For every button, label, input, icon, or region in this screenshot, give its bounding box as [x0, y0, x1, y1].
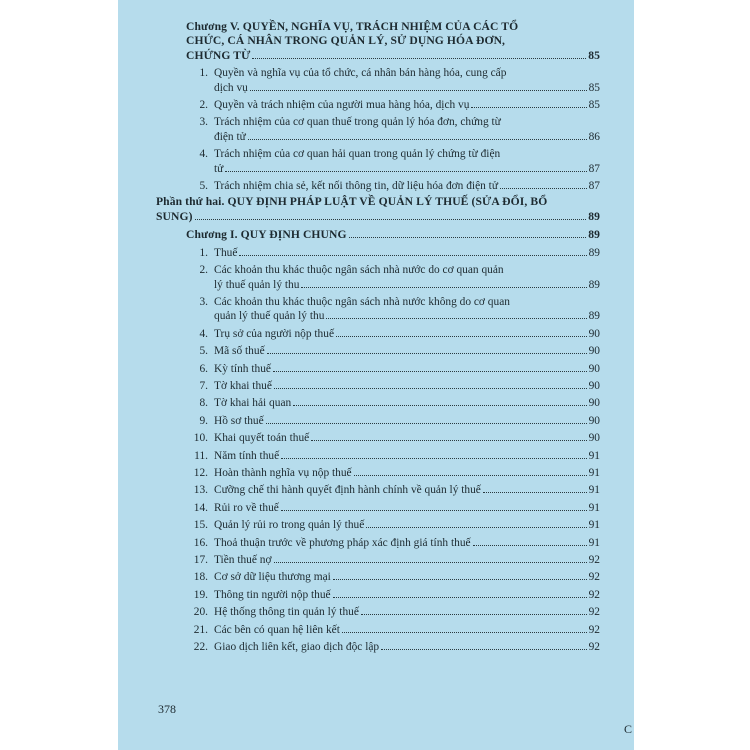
entry-title-line: lý thuế quản lý thu [214, 278, 300, 291]
page-ref: 90 [588, 345, 600, 358]
leader-dots [301, 287, 586, 288]
entry-last-line [214, 81, 600, 95]
leader-dots [281, 510, 587, 511]
entry-title [214, 570, 600, 584]
entry-number: 4. [199, 148, 208, 161]
entry-last-line [214, 466, 600, 480]
leader-dots [239, 255, 586, 256]
entry-title-line: Tờ khai hải quan [214, 397, 292, 410]
entry-number: 14. [193, 501, 208, 514]
entry-title [214, 431, 600, 445]
entry-last-line [214, 278, 600, 292]
page-ref: 89 [588, 278, 600, 291]
entry-last-line [214, 518, 600, 532]
entry-last-line [214, 570, 600, 584]
leader-dots [336, 336, 587, 337]
leader-dots [274, 562, 587, 563]
leader-dots [248, 139, 587, 140]
entry-title-line: Quản lý rủi ro trong quản lý thuế [214, 519, 365, 532]
entry-title-line: Trách nhiệm của cơ quan thuế trong quản lý hóa đơn, chứng từ [214, 116, 501, 129]
entry-title [214, 501, 600, 515]
entry-title-line: Quyền và nghĩa vụ của tổ chức, cá nhân bán hàng hóa, cung cấp [214, 67, 507, 80]
leader-dots [250, 90, 587, 91]
entry-title-line: Mã số thuế [214, 345, 265, 358]
entry-number: 22. [193, 641, 208, 654]
entry-title-line: Các khoản thu khác thuộc ngân sách nhà nước không do cơ quan [214, 295, 510, 308]
leader-dots [471, 107, 586, 108]
leader-dots [483, 492, 587, 493]
leader-dots [333, 579, 587, 580]
entry-last-line [214, 379, 600, 393]
entry-title-line: Trụ sở của người nộp thuế [214, 327, 334, 340]
toc-entry [156, 605, 600, 619]
toc-entry [156, 483, 600, 497]
entry-last-line [214, 605, 600, 619]
entry-number: 19. [193, 588, 208, 601]
entry-last-line [214, 396, 600, 410]
heading-line: Chương V. QUYỀN, NGHĨA VỤ, TRÁCH NHIỆM CỦA CÁC TỔ [186, 20, 519, 33]
entry-title [214, 263, 600, 292]
entry-number: 16. [193, 536, 208, 549]
toc-entry [156, 640, 600, 654]
entry-number: 10. [193, 432, 208, 445]
entry-last-line [214, 623, 600, 637]
entry-title [214, 327, 600, 341]
toc-entry [156, 362, 600, 376]
entry-number: 18. [193, 571, 208, 584]
toc-entry [156, 588, 600, 602]
page-ref: 85 [588, 99, 600, 112]
entry-last-line [214, 553, 600, 567]
entry-number: 20. [193, 606, 208, 619]
entry-number: 1. [199, 246, 208, 259]
entry-last-line [214, 162, 600, 176]
entry-title-line: Các bên có quan hệ liên kết [214, 623, 340, 636]
entry-last-line [214, 449, 600, 463]
entry-title [214, 640, 600, 654]
leader-dots [326, 318, 586, 319]
heading-line: CHỨNG TỪ [186, 48, 251, 62]
leader-dots [500, 188, 587, 189]
leader-dots [473, 545, 587, 546]
toc-entry [156, 553, 600, 567]
page-ref: 90 [588, 397, 600, 410]
entry-title [214, 536, 600, 550]
toc-entry [156, 501, 600, 515]
entry-title-line: Cưỡng chế thi hành quyết định hành chính về quản lý thuế [214, 484, 481, 497]
entry-title-line: Hệ thống thông tin quản lý thuế [214, 606, 359, 619]
entry-last-line [214, 483, 600, 497]
page-ref: 91 [588, 449, 600, 462]
entry-number: 8. [199, 397, 208, 410]
entry-title [214, 66, 600, 95]
chapter-i-heading [156, 228, 600, 242]
leader-dots [349, 237, 587, 238]
entry-last-line [214, 344, 600, 358]
page-ref: 92 [588, 588, 600, 601]
entry-title [214, 623, 600, 637]
leader-dots [273, 371, 587, 372]
entry-last-line [214, 640, 600, 654]
entry-number: 21. [193, 623, 208, 636]
toc-entry [156, 98, 600, 112]
toc-entry [156, 263, 600, 292]
toc-entry [156, 536, 600, 550]
heading-line: SUNG) [156, 209, 193, 223]
entry-title-line: Năm tính thuế [214, 449, 280, 462]
entry-title-line: Hồ sơ thuế [214, 414, 264, 427]
entry-title [214, 466, 600, 480]
entry-title-line: Các khoản thu khác thuộc ngân sách nhà nước do cơ quan quản [214, 264, 504, 277]
entry-number: 2. [199, 264, 208, 277]
toc-entry [156, 66, 600, 95]
entry-last-line [214, 130, 600, 144]
entry-title [214, 449, 600, 463]
entry-number: 15. [193, 519, 208, 532]
entry-last-line [214, 179, 600, 193]
page-ref: 91 [588, 536, 600, 549]
entry-last-line [214, 501, 600, 515]
leader-dots [281, 458, 586, 459]
leader-dots [342, 632, 587, 633]
entry-title [214, 179, 600, 193]
entry-last-line [214, 98, 600, 112]
page-ref: 90 [588, 379, 600, 392]
page-ref: 89 [588, 228, 600, 242]
toc-entry [156, 396, 600, 410]
entry-last-line [214, 588, 600, 602]
entry-title [214, 553, 600, 567]
entry-title [214, 246, 600, 260]
leader-dots [293, 405, 586, 406]
page-ref: 91 [588, 501, 600, 514]
chapter-v-items [156, 66, 600, 193]
leader-dots [311, 440, 586, 441]
entry-number: 5. [199, 345, 208, 358]
entry-number: 13. [193, 484, 208, 497]
entry-number: 3. [199, 295, 208, 308]
page-ref: 91 [588, 519, 600, 532]
entry-title-line: Tiền thuế nợ [214, 554, 272, 566]
toc-entry [156, 449, 600, 463]
entry-title [214, 147, 600, 176]
entry-last-line [214, 431, 600, 445]
leader-dots [333, 597, 587, 598]
page-ref: 90 [588, 327, 600, 340]
entry-title-line: Kỳ tính thuế [214, 362, 271, 375]
page-ref: 92 [588, 606, 600, 619]
leader-dots [225, 171, 586, 172]
entry-title [214, 344, 600, 358]
toc-entry [156, 431, 600, 445]
entry-title-line: Tờ khai thuế [214, 379, 272, 392]
entry-title-line: tử [214, 162, 224, 175]
heading-last-line [186, 228, 600, 242]
entry-number: 4. [199, 327, 208, 340]
entry-title [214, 379, 600, 393]
part-two-heading [156, 195, 600, 224]
heading-line: Chương I. QUY ĐỊNH CHUNG [186, 228, 347, 242]
entry-title [214, 414, 600, 428]
entry-title [214, 518, 600, 532]
toc-entry [156, 623, 600, 637]
heading-last-line [156, 210, 600, 224]
entry-last-line [214, 536, 600, 550]
entry-number: 1. [199, 67, 208, 80]
entry-title [214, 588, 600, 602]
toc-entry [156, 379, 600, 393]
entry-number: 9. [199, 414, 208, 427]
page-ref: 90 [588, 414, 600, 427]
entry-title-line: Trách nhiệm của cơ quan hải quan trong quản lý chứng từ điện [214, 148, 501, 161]
toc-entry [156, 246, 600, 260]
leader-dots [274, 388, 587, 389]
toc-entry [156, 570, 600, 584]
heading-line: Phần thứ hai. QUY ĐỊNH PHÁP LUẬT VỀ QUẢN LÝ THUẾ (SỬA ĐỔI, BỔ [156, 195, 548, 209]
entry-title-line: dịch vụ [214, 81, 248, 94]
toc-entry [156, 295, 600, 324]
toc-entry [156, 466, 600, 480]
toc-entry [156, 518, 600, 532]
leader-dots [195, 219, 587, 220]
entry-last-line [214, 309, 600, 323]
entry-title [214, 483, 600, 497]
entry-title-line: quản lý thuế quản lý thu [214, 310, 325, 323]
page-ref: 87 [588, 162, 600, 175]
leader-dots [252, 58, 586, 59]
page-ref: 90 [588, 432, 600, 445]
toc-entry [156, 344, 600, 358]
entry-number: 17. [193, 554, 208, 566]
entry-number: 5. [199, 180, 208, 193]
entry-number: 2. [199, 99, 208, 112]
book-page [118, 0, 634, 750]
entry-last-line [214, 414, 600, 428]
entry-title-line: Thông tin người nộp thuế [214, 588, 331, 601]
entry-title [214, 115, 600, 144]
toc-entry [156, 414, 600, 428]
toc-entry [156, 327, 600, 341]
toc-entry [156, 147, 600, 176]
page-ref: 92 [588, 641, 600, 654]
edge-mark: C [623, 722, 632, 736]
page-ref: 85 [588, 81, 600, 94]
entry-title-line: Thoả thuận trước về phương pháp xác định giá tính thuế [214, 536, 471, 549]
page-ref: 92 [588, 623, 600, 636]
leader-dots [366, 527, 586, 528]
page-ref: 91 [588, 484, 600, 497]
entry-title-line: điện tử [214, 130, 246, 143]
heading-line: CHỨC, CÁ NHÂN TRONG QUẢN LÝ, SỬ DỤNG HÓA ĐƠN, [186, 34, 506, 48]
entry-title-line: Rủi ro về thuế [214, 501, 279, 514]
page-ref: 89 [588, 209, 600, 223]
page-ref: 86 [588, 130, 600, 143]
entry-title-line: Quyền và trách nhiệm của người mua hàng hóa, dịch vụ [214, 99, 470, 112]
entry-title [214, 98, 600, 112]
page-ref: 92 [588, 571, 600, 584]
toc-entry [156, 179, 600, 193]
entry-title [214, 295, 600, 324]
entry-title [214, 605, 600, 619]
entry-number: 11. [194, 449, 208, 462]
leader-dots [266, 423, 587, 424]
entry-title-line: Thuế [214, 246, 238, 259]
chapter-i-items [156, 246, 600, 655]
entry-title-line: Giao dịch liên kết, giao dịch độc lập [214, 641, 380, 654]
entry-title-line: Khai quyết toán thuế [214, 432, 310, 445]
toc-entry [156, 115, 600, 144]
chapter-v-heading [156, 20, 600, 63]
entry-title-line: Trách nhiệm chia sẻ, kết nối thông tin, dữ liệu hóa đơn điện tử [214, 180, 499, 193]
heading-last-line [186, 49, 600, 63]
entry-last-line [214, 327, 600, 341]
page-ref: 87 [588, 180, 600, 193]
entry-last-line [214, 246, 600, 260]
leader-dots [381, 649, 586, 650]
entry-number: 6. [199, 362, 208, 375]
page-ref: 92 [588, 554, 600, 566]
leader-dots [361, 614, 587, 615]
entry-last-line [214, 362, 600, 376]
table-of-contents [156, 20, 600, 654]
page-ref: 90 [588, 362, 600, 375]
page-number: 378 [158, 702, 176, 716]
page-ref: 85 [588, 48, 600, 62]
leader-dots [354, 475, 587, 476]
entry-number: 3. [199, 116, 208, 129]
entry-number: 7. [199, 379, 208, 392]
entry-title-line: Hoàn thành nghĩa vụ nộp thuế [214, 466, 352, 479]
page-ref: 89 [588, 310, 600, 323]
entry-number: 12. [193, 466, 208, 479]
leader-dots [267, 353, 587, 354]
entry-title [214, 396, 600, 410]
page-ref: 89 [588, 246, 600, 259]
entry-title [214, 362, 600, 376]
page-ref: 91 [588, 466, 600, 479]
entry-title-line: Cơ sở dữ liệu thương mại [214, 571, 331, 584]
